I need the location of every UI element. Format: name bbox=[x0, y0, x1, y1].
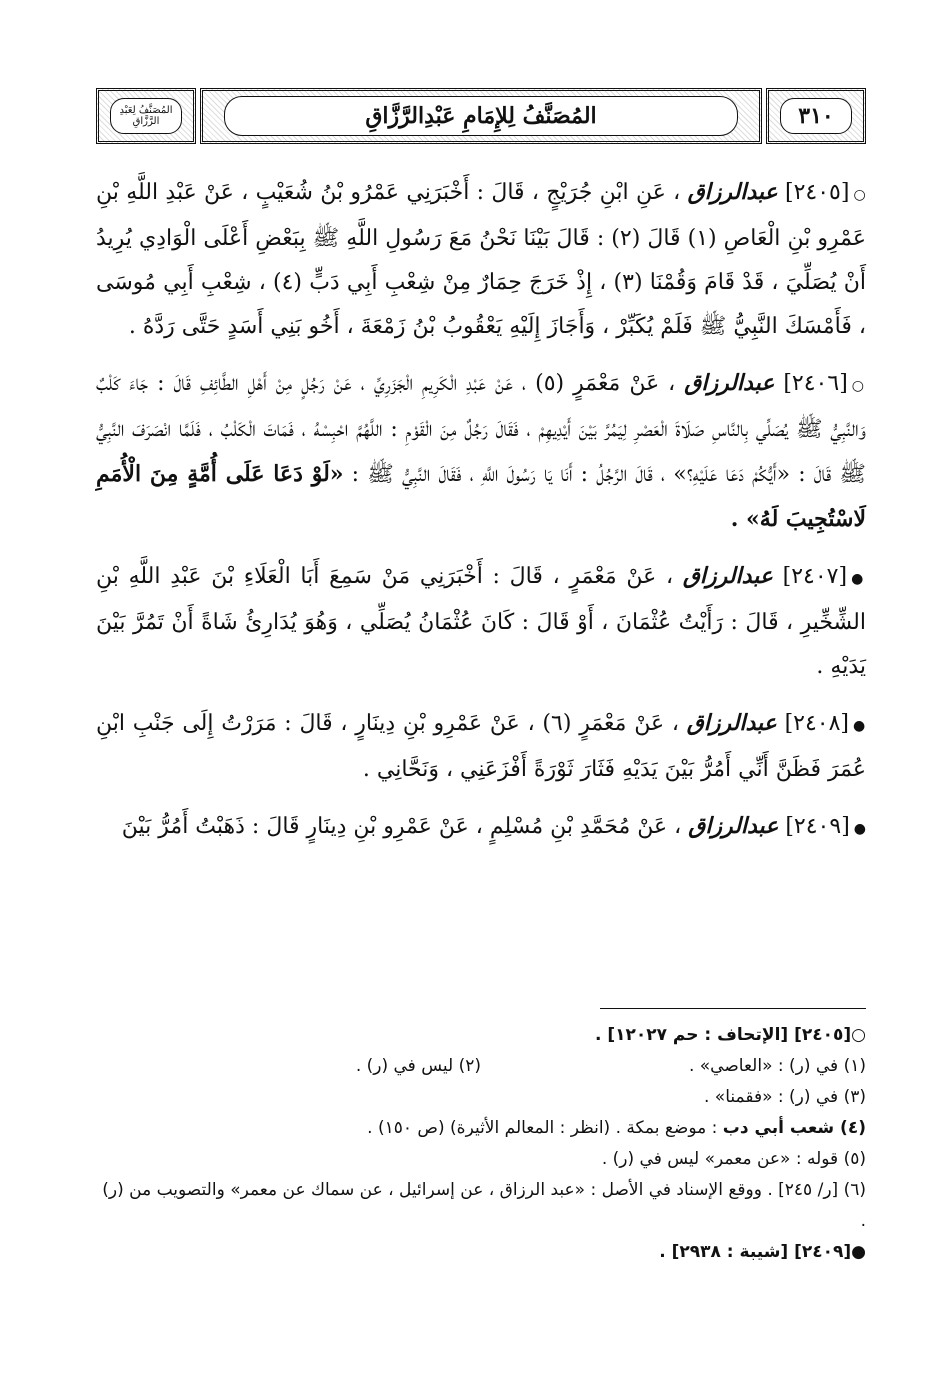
footnote-ref-2409: ●[٢٤٠٩] [شيبة : ٢٩٣٨] . bbox=[659, 1242, 866, 1262]
page-number-frame bbox=[766, 88, 866, 144]
hadith-2407 bbox=[96, 554, 866, 689]
header-emblem bbox=[96, 88, 196, 144]
hadith-author: عبدالرزاق bbox=[686, 710, 777, 736]
prophetic-quote: «لَوْ دَعَا عَلَى أُمَّةٍ مِنَ الْأُمَمِ لَاسْتُجِيبَ لَهُ» . bbox=[96, 461, 866, 532]
hadith-mark-icon: ● bbox=[853, 821, 866, 837]
emblem-text: المُصَنَّفُ لِعَبْدِ الرَّزَّاقِ bbox=[110, 98, 182, 134]
footnote-3: (٣) في (ر) : «فقمنا» . bbox=[704, 1087, 866, 1107]
hadith-mark-icon: ○ bbox=[851, 378, 866, 394]
hadith-author: عبدالرزاق bbox=[682, 563, 773, 589]
main-text bbox=[96, 170, 866, 863]
footnote-separator bbox=[600, 1008, 866, 1009]
hadith-text: ، عَنْ مَعْمَرٍ (٦) ، عَنْ عَمْرِو بْنِ دِينَارٍ ، قَالَ : مَرَرْتُ إِلَى جَنْبِ ابْنِ عُمَرَ فَظَنَّ أَنِّي أَمُرُّ بَيْنَ يَدَيْهِ فَثَارَ ثَوْرَةً أَفْزَعَنِي ، وَنَحَّانِي . bbox=[96, 711, 866, 782]
hadith-mark-icon: ○ bbox=[853, 187, 867, 203]
hadith-text: ، عَنْ مَعْمَرٍ ، قَالَ : أَخْبَرَنِي مَنْ سَمِعَ أَبَا الْعَلَاءِ بْنَ عَبْدِ اللَّهِ بْنِ الشِّخِّيرِ ، قَالَ : رَأَيْتُ عُثْمَانَ ، أَوْ قَالَ : كَانَ عُثْمَانُ يُصَلِّي ، وَهُوَ يُدَارِئُ شَاةً أَنْ تَمُرَّ بَيْنَ يَدَيْهِ . bbox=[96, 564, 866, 679]
hadith-text: ، عَنْ مَعْمَرٍ (٥) ، عَنْ عَبْدِ الْكَرِيمِ الْجَزَرِيِّ ، عَنْ رَجُلٍ مِنْ أَهْلِ الطَّائِفِ قَالَ : جَاءَ كَلْبٌ وَالنَّبِيُّ ﷺ يُصَلِّي بِالنَّاسِ صَلَاةَ الْعَصْرِ لِيَمُرَّ بَيْنَ أَيْدِيهِمْ ، فَقَالَ رَجُلٌ مِنَ الْقَوْمِ : اللَّهُمَّ احْبِسْهُ ، فَمَاتَ الْكَلْبُ ، فَلَمَّا انْصَرَفَ النَّبِيُّ ﷺ قَالَ : «أَيُّكُمْ دَعَا عَلَيْهِ؟» ، قَالَ الرَّجُلُ : أَنَا يَا رَسُولَ اللَّهِ ، فَقَالَ النَّبِيُّ ﷺ : bbox=[96, 371, 866, 487]
footnote-5: (٥) قوله : «عن معمر» ليس في (ر) . bbox=[601, 1149, 866, 1169]
page-number: ٣١٠ bbox=[780, 98, 852, 134]
hadith-text: ، عَنْ مُحَمَّدِ بْنِ مُسْلِمٍ ، عَنْ عَمْرِو بْنِ دِينَارٍ قَالَ : ذَهَبْتُ أَمُرُّ بَيْنَ bbox=[121, 814, 682, 839]
footnote-4 bbox=[96, 1113, 866, 1144]
hadith-mark-icon: ● bbox=[853, 718, 866, 734]
hadith-author: عبدالرزاق bbox=[687, 179, 778, 205]
footnote-row bbox=[96, 1051, 866, 1082]
footnote-4-label: (٤) شعب أبي دب bbox=[722, 1118, 866, 1138]
hadith-2408 bbox=[96, 701, 866, 792]
hadith-author: عبدالرزاق bbox=[688, 813, 779, 839]
hadith-2409 bbox=[96, 804, 866, 851]
hadith-number: [٢٤٠٧] bbox=[782, 564, 848, 589]
footnote-4-text: : موضع بمكة . (انظر : المعالم الأثيرة) (ص ١٥٠) . bbox=[367, 1118, 718, 1138]
hadith-text: ، عَنِ ابْنِ جُرَيْجٍ ، قَالَ : أَخْبَرَنِي عَمْرُو بْنُ شُعَيْبٍ ، عَنْ عَبْدِ اللَّهِ بْنِ عَمْرِو بْنِ الْعَاصِ (١) قَالَ (٢) : قَالَ بَيْنَا نَحْنُ مَعَ رَسُولِ اللَّهِ ﷺ بِبَعْضِ أَعْلَى الْوَادِي يُرِيدُ أَنْ يُصَلِّيَ ، قَدْ قَامَ وَقُمْنَا (٣) ، إِذْ خَرَجَ حِمَارٌ مِنْ شِعْبِ أَبِي دَبٍّ (٤) ، شِعْبِ أَبِي مُوسَى ، فَأَمْسَكَ النَّبِيُّ ﷺ فَلَمْ يُكَبِّرْ ، وَأَجَازَ إِلَيْهِ يَعْقُوبُ بْنُ زَمْعَةَ ، أَخُو بَنِي أَسَدٍ حَتَّى رَدَّهُ . bbox=[96, 180, 866, 339]
footnote-1: (١) في (ر) : «العاصي» . bbox=[688, 1056, 866, 1076]
footnote-ref-2405: ○[٢٤٠٥] [الإتحاف : حم ١٢٠٢٧] . bbox=[594, 1025, 866, 1045]
hadith-number: [٢٤٠٨] bbox=[784, 711, 850, 736]
hadith-2406 bbox=[96, 361, 866, 542]
hadith-mark-icon: ● bbox=[851, 571, 866, 587]
hadith-2405 bbox=[96, 170, 866, 349]
hadith-number: [٢٤٠٩] bbox=[785, 814, 850, 839]
page-header bbox=[96, 86, 866, 146]
header-title-frame bbox=[200, 88, 762, 144]
hadith-author: عبدالرزاق bbox=[684, 370, 775, 396]
footnotes bbox=[96, 1020, 866, 1268]
footnote-6: (٦) [ر/ ٢٤٥] . ووقع الإسناد في الأصل : «عبد الرزاق ، عن إسرائيل ، عن سماك عن معمر» والتصويب من (ر) . bbox=[102, 1180, 866, 1231]
footnote-2: (٢) ليس في (ر) . bbox=[355, 1056, 481, 1076]
hadith-number: [٢٤٠٦] bbox=[783, 371, 848, 396]
hadith-number: [٢٤٠٥] bbox=[785, 180, 850, 205]
book-title: المُصَنَّفُ لِلإِمَامِ عَبْدِالرَّزَّاقِ bbox=[224, 96, 738, 136]
